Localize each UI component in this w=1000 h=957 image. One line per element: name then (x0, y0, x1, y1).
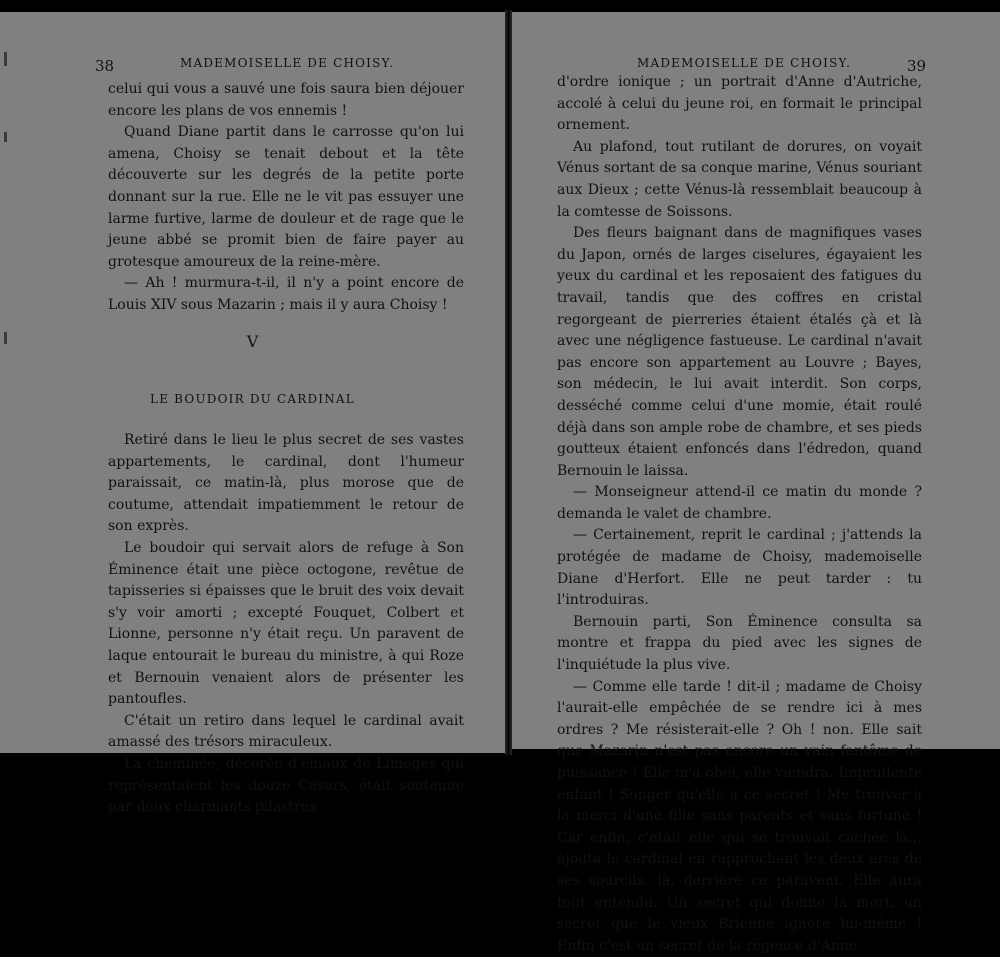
page-number: 38 (95, 57, 115, 75)
left-page (0, 12, 505, 816)
paragraph: — Ah ! murmura-t-il, il n'y a point encore de Louis XIV sous Mazarin ; mais il y aura Choisy ! (108, 275, 464, 313)
right-page-text (557, 72, 922, 957)
paragraph: La cheminée, décorée d'émaux de Limoges qui représentaient les douze Césars, était soutenue par deux charmants pilastres (108, 755, 464, 816)
paragraph: Le boudoir qui servait alors de refuge à Son Éminence était une pièce octogone, revêtue de tapisseries si épaisses que le bruit des voix devait s'y voir amorti ; excepté Fouquet, Colbert et Lionne, personne n'y était reçu. Un paravent de laque entourait le bureau du ministre, à qui Roze et Bernouin venaient alors de présenter les pantoufles. (108, 539, 464, 708)
paragraph: d'ordre ionique ; un portrait d'Anne d'Autriche, accolé à celui du jeune roi, en formait le principal ornement. (557, 74, 922, 134)
left-page-text-top (108, 79, 464, 317)
running-head: MADEMOISELLE DE CHOISY. (180, 56, 395, 70)
chapter-title: LE BOUDOIR DU CARDINAL (150, 392, 355, 406)
book-gutter (505, 10, 512, 755)
edge-mark (4, 132, 7, 142)
paragraph: C'était un retiro dans lequel le cardinal avait amassé des trésors miraculeux. (108, 712, 464, 751)
paragraph: — Comme elle tarde ! dit-il ; madame de Choisy l'aurait-elle empêchée de se rendre ici à mes ordres ? Me résisterait-elle ? Oh ! non. Elle sait que Mazarin n'est pas encore un vain fantôme de puissance ! Elle m'a obéi, elle viendra. Imprudente enfant ! Songer qu'elle a ce secret ! Me trouver à la merci d'une fille sans parents et sans fortune ! Car enfin, c'était elle qui se trouvait cachée là… ajouta le cardinal en rapprochant les deux arcs de ses sourcils, là, derrière ce paravent. Elle aura tout entendu. Un secret qui donne la mort, un secret que le vieux Brienne ignore lui-même ! Enfin c'est un secret de la régence d'Anne (557, 678, 922, 954)
chapter-number: V (246, 332, 259, 351)
paragraph: — Monseigneur attend-il ce matin du monde ? demanda le valet de chambre. (557, 484, 922, 522)
paragraph: Au plafond, tout rutilant de dorures, on voyait Vénus sortant de sa conque marine, Vénus souriant aux Dieux ; cette Vénus-là ressemblait beaucoup à la comtesse de Soissons. (557, 138, 922, 220)
left-page-text-chapter (108, 430, 464, 819)
page-number: 39 (907, 57, 927, 75)
paragraph: Quand Diane partit dans le carrosse qu'on lui amena, Choisy se tenait debout et la tête découverte sur les degrés de la petite porte donnant sur la rue. Elle ne le vit pas essuyer une larme furtive, larme de douleur et de rage que le jeune abbé se promit bien de faire payer au grotesque amoureux de la reine-mère. (108, 124, 464, 270)
paragraph: Bernouin parti, Son Éminence consulta sa montre et frappa du pied avec les signes de l'inquiétude la plus vive. (557, 613, 922, 674)
left-page-header (95, 56, 475, 78)
paragraph: — Certainement, reprit le cardinal ; j'attends la protégée de madame de Choisy, mademoiselle Diane d'Herfort. Elle ne peut tarder : tu l'introduiras. (557, 527, 922, 609)
paragraph: Des fleurs baignant dans de magnifiques vases du Japon, ornés de larges ciselures, égayaient les yeux du cardinal et les reposaient des fatigues du travail, tandis que des coffres en cristal regorgeant de pierreries étaient étalés çà et là avec une négligence fastueuse. Le cardinal n'avait pas encore son appartement au Louvre ; Bayes, son médecin, le lui avait interdit. Son corps, desséché comme celui d'une momie, était roulé déjà dans son ample robe de chambre, et ses pieds goutteux étaient enfoncés dans l'édredon, quand Bernouin le laissa. (557, 225, 922, 479)
paragraph: celui qui vous a sauvé une fois saura bien déjouer encore les plans de vos ennemis ! (108, 81, 464, 119)
right-page (512, 12, 1000, 954)
edge-mark (4, 52, 7, 66)
paragraph: Retiré dans le lieu le plus secret de ses vastes appartements, le cardinal, dont l'humeur paraissait, ce matin-là, plus morose que de coutume, attendait impatiemment le retour de son exprès. (108, 432, 464, 535)
running-head: MADEMOISELLE DE CHOISY. (637, 56, 852, 70)
